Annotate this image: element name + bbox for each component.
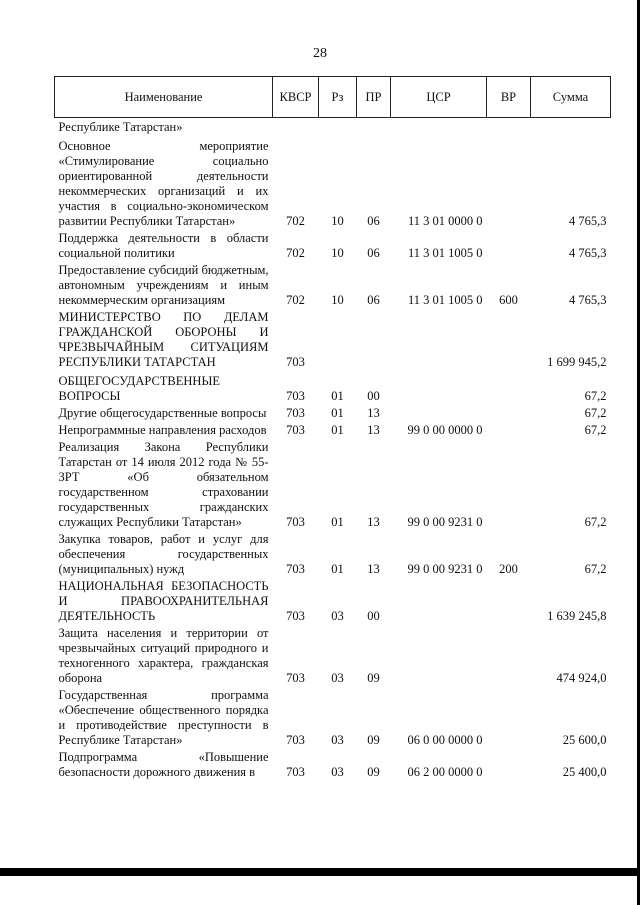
table-row xyxy=(55,404,611,421)
cell-vr xyxy=(487,118,531,136)
cell-rz: 01 xyxy=(331,562,344,576)
cell-kvsr xyxy=(273,118,319,136)
cell-sum: 25 600,0 xyxy=(562,733,607,747)
cell-vr: 200 xyxy=(499,562,518,576)
table-row xyxy=(55,135,611,229)
cell-sum: 4 765,3 xyxy=(569,214,607,228)
table-row xyxy=(55,308,611,370)
cell-vr xyxy=(487,686,531,748)
header-csr: ЦСР xyxy=(391,77,487,118)
cell-pr xyxy=(357,118,391,136)
cell-name: ОБЩЕГОСУДАРСТВЕННЫЕ ВОПРОСЫ xyxy=(58,374,220,403)
table-row xyxy=(55,624,611,686)
cell-sum: 4 765,3 xyxy=(569,293,607,307)
table-header-row xyxy=(55,77,611,118)
cell-csr: 11 3 01 1005 0 xyxy=(407,246,483,260)
cell-csr xyxy=(391,404,487,421)
cell-pr: 13 xyxy=(367,562,380,576)
cell-sum: 1 639 245,8 xyxy=(547,609,607,623)
table-row xyxy=(55,118,611,136)
cell-pr: 00 xyxy=(367,389,380,403)
cell-kvsr: 703 xyxy=(286,671,305,685)
cell-name: Другие общегосударственные вопросы xyxy=(58,406,267,420)
cell-pr: 06 xyxy=(367,214,380,228)
cell-pr: 09 xyxy=(367,765,380,779)
cell-vr: 600 xyxy=(499,293,518,307)
cell-name: НАЦИОНАЛЬНАЯ БЕЗОПАСНОСТЬ И ПРАВООХРАНИТЕЛЬНАЯ ДЕЯТЕЛЬНОСТЬ xyxy=(58,579,269,623)
cell-kvsr: 703 xyxy=(286,389,305,403)
scan-bottom-border xyxy=(0,868,640,876)
cell-vr xyxy=(487,404,531,421)
cell-name: Закупка товаров, работ и услуг для обеспечения государственных (муниципальных) нужд xyxy=(58,532,269,576)
table-row xyxy=(55,370,611,404)
cell-rz xyxy=(319,308,357,370)
table-row xyxy=(55,261,611,308)
cell-rz: 03 xyxy=(331,671,344,685)
cell-vr xyxy=(487,748,531,780)
cell-kvsr: 703 xyxy=(286,355,305,369)
cell-kvsr: 702 xyxy=(286,246,305,260)
cell-name: Реализация Закона Республики Татарстан от 14 июля 2012 года № 55-ЗРТ «Об обязательном государственном страховании государственных гражданских служащих Республики Татарстан» xyxy=(58,440,269,529)
cell-sum: 67,2 xyxy=(584,423,607,437)
cell-pr: 06 xyxy=(367,246,380,260)
cell-rz: 01 xyxy=(331,515,344,529)
cell-rz: 10 xyxy=(331,246,344,260)
cell-csr: 99 0 00 9231 0 xyxy=(407,515,483,529)
cell-sum: 4 765,3 xyxy=(569,246,607,260)
cell-sum: 67,2 xyxy=(584,389,607,403)
cell-kvsr: 703 xyxy=(286,562,305,576)
cell-pr xyxy=(357,308,391,370)
cell-csr: 06 0 00 0000 0 xyxy=(407,733,483,747)
cell-vr xyxy=(487,308,531,370)
cell-pr: 00 xyxy=(367,609,380,623)
cell-rz: 10 xyxy=(331,293,344,307)
cell-sum: 25 400,0 xyxy=(562,765,607,779)
header-sum: Сумма xyxy=(531,77,611,118)
cell-csr: 06 2 00 0000 0 xyxy=(407,765,483,779)
cell-sum: 67,2 xyxy=(584,562,607,576)
cell-vr xyxy=(487,421,531,438)
cell-name: Подпрограмма «Повышение безопасности дорожного движения в xyxy=(58,750,269,779)
cell-sum: 474 924,0 xyxy=(556,671,607,685)
cell-name: Непрограммные направления расходов xyxy=(58,423,267,437)
cell-sum xyxy=(531,118,611,136)
cell-pr: 13 xyxy=(367,406,380,420)
header-kvsr: КВСР xyxy=(273,77,319,118)
cell-name: Государственная программа «Обеспечение общественного порядка и противодействие преступности в Республике Татарстан» xyxy=(58,688,269,747)
cell-sum: 67,2 xyxy=(584,515,607,529)
cell-csr xyxy=(391,370,487,404)
cell-kvsr: 702 xyxy=(286,293,305,307)
cell-rz xyxy=(319,118,357,136)
page-number: 28 xyxy=(313,46,327,61)
cell-kvsr: 703 xyxy=(286,609,305,623)
cell-rz: 03 xyxy=(331,609,344,623)
cell-sum: 67,2 xyxy=(584,406,607,420)
cell-sum: 1 699 945,2 xyxy=(547,355,607,369)
cell-name: Предоставление субсидий бюджетным, автономным учреждениям и иным некоммерческим организациям xyxy=(58,263,269,307)
cell-kvsr: 703 xyxy=(286,515,305,529)
cell-vr xyxy=(487,624,531,686)
table-row xyxy=(55,229,611,261)
header-rz: Рз xyxy=(319,77,357,118)
header-vr: ВР xyxy=(487,77,531,118)
cell-kvsr: 703 xyxy=(286,423,305,437)
cell-pr: 13 xyxy=(367,515,380,529)
cell-csr: 11 3 01 1005 0 xyxy=(407,293,483,307)
cell-kvsr: 703 xyxy=(286,733,305,747)
cell-name: Поддержка деятельности в области социальной политики xyxy=(58,231,269,260)
cell-pr: 06 xyxy=(367,293,380,307)
cell-csr: 11 3 01 0000 0 xyxy=(407,214,483,228)
table-row xyxy=(55,421,611,438)
cell-vr xyxy=(487,438,531,530)
cell-pr: 13 xyxy=(367,423,380,437)
cell-pr: 09 xyxy=(367,733,380,747)
table-row xyxy=(55,748,611,780)
cell-csr: 99 0 00 0000 0 xyxy=(407,423,483,437)
cell-csr: 99 0 00 9231 0 xyxy=(407,562,483,576)
cell-vr xyxy=(487,229,531,261)
cell-kvsr: 703 xyxy=(286,406,305,420)
cell-csr xyxy=(391,118,487,136)
cell-name: МИНИСТЕРСТВО ПО ДЕЛАМ ГРАЖДАНСКОЙ ОБОРОНЫ И ЧРЕЗВЫЧАЙНЫМ СИТУАЦИЯМ РЕСПУБЛИКИ ТАТАРСТАН xyxy=(58,310,269,369)
cell-pr: 09 xyxy=(367,671,380,685)
header-pr: ПР xyxy=(357,77,391,118)
cell-vr xyxy=(487,370,531,404)
cell-rz: 03 xyxy=(331,765,344,779)
cell-rz: 01 xyxy=(331,423,344,437)
table-row xyxy=(55,530,611,577)
cell-csr xyxy=(391,624,487,686)
cell-vr xyxy=(487,135,531,229)
cell-name: Республике Татарстан» xyxy=(58,120,183,134)
cell-kvsr: 702 xyxy=(286,214,305,228)
cell-vr xyxy=(487,577,531,624)
cell-csr xyxy=(391,577,487,624)
cell-csr xyxy=(391,308,487,370)
cell-kvsr: 703 xyxy=(286,765,305,779)
table-row xyxy=(55,438,611,530)
cell-name: Защита населения и территории от чрезвычайных ситуаций природного и техногенного характера, гражданская оборона xyxy=(58,626,269,685)
budget-table xyxy=(54,76,611,780)
cell-rz: 01 xyxy=(331,406,344,420)
table-row xyxy=(55,686,611,748)
cell-name: Основное мероприятие «Стимулирование социально ориентированной деятельности некоммерческих организаций и их участия в социально-экономическом развитии Республики Татарстан» xyxy=(58,139,269,228)
header-name: Наименование xyxy=(55,77,273,118)
cell-rz: 01 xyxy=(331,389,344,403)
table-row xyxy=(55,577,611,624)
cell-rz: 10 xyxy=(331,214,344,228)
cell-rz: 03 xyxy=(331,733,344,747)
